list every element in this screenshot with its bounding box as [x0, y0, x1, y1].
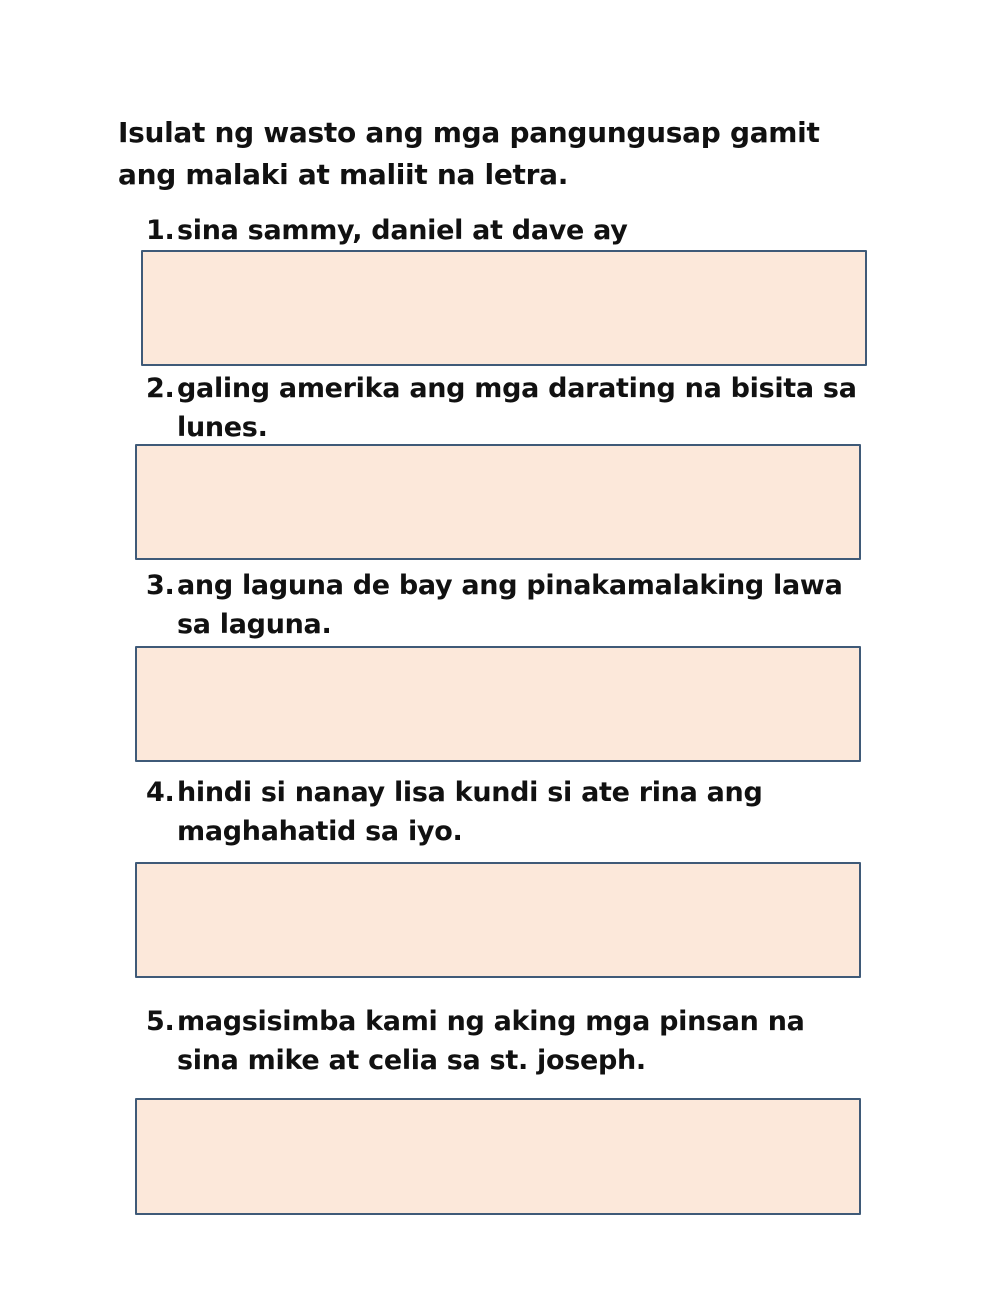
question-number: 3. [146, 570, 175, 601]
question-2 [146, 369, 866, 447]
answer-box-3[interactable] [135, 646, 861, 762]
question-3 [146, 566, 866, 644]
question-number: 5. [146, 1006, 175, 1037]
question-number: 1. [146, 215, 175, 246]
question-5 [146, 1002, 866, 1080]
instructions: Isulat ng wasto ang mga pangungusap gamit ang malaki at maliit na letra. [118, 116, 820, 191]
question-text: ang laguna de bay ang pinakamalaking lawa sa laguna. [177, 570, 843, 640]
answer-box-4[interactable] [135, 862, 861, 978]
question-text: sina sammy, daniel at dave ay [177, 215, 628, 246]
answer-box-5[interactable] [135, 1098, 861, 1215]
question-number: 4. [146, 777, 175, 808]
question-text: galing amerika ang mga darating na bisita sa lunes. [177, 373, 857, 443]
answer-box-2[interactable] [135, 444, 861, 560]
question-4 [146, 773, 866, 851]
answer-box-1[interactable] [141, 250, 867, 366]
question-text: hindi si nanay lisa kundi si ate rina ang maghahatid sa iyo. [177, 777, 763, 847]
question-number: 2. [146, 373, 175, 404]
question-text: magsisimba kami ng aking mga pinsan na sina mike at celia sa st. joseph. [177, 1006, 805, 1076]
